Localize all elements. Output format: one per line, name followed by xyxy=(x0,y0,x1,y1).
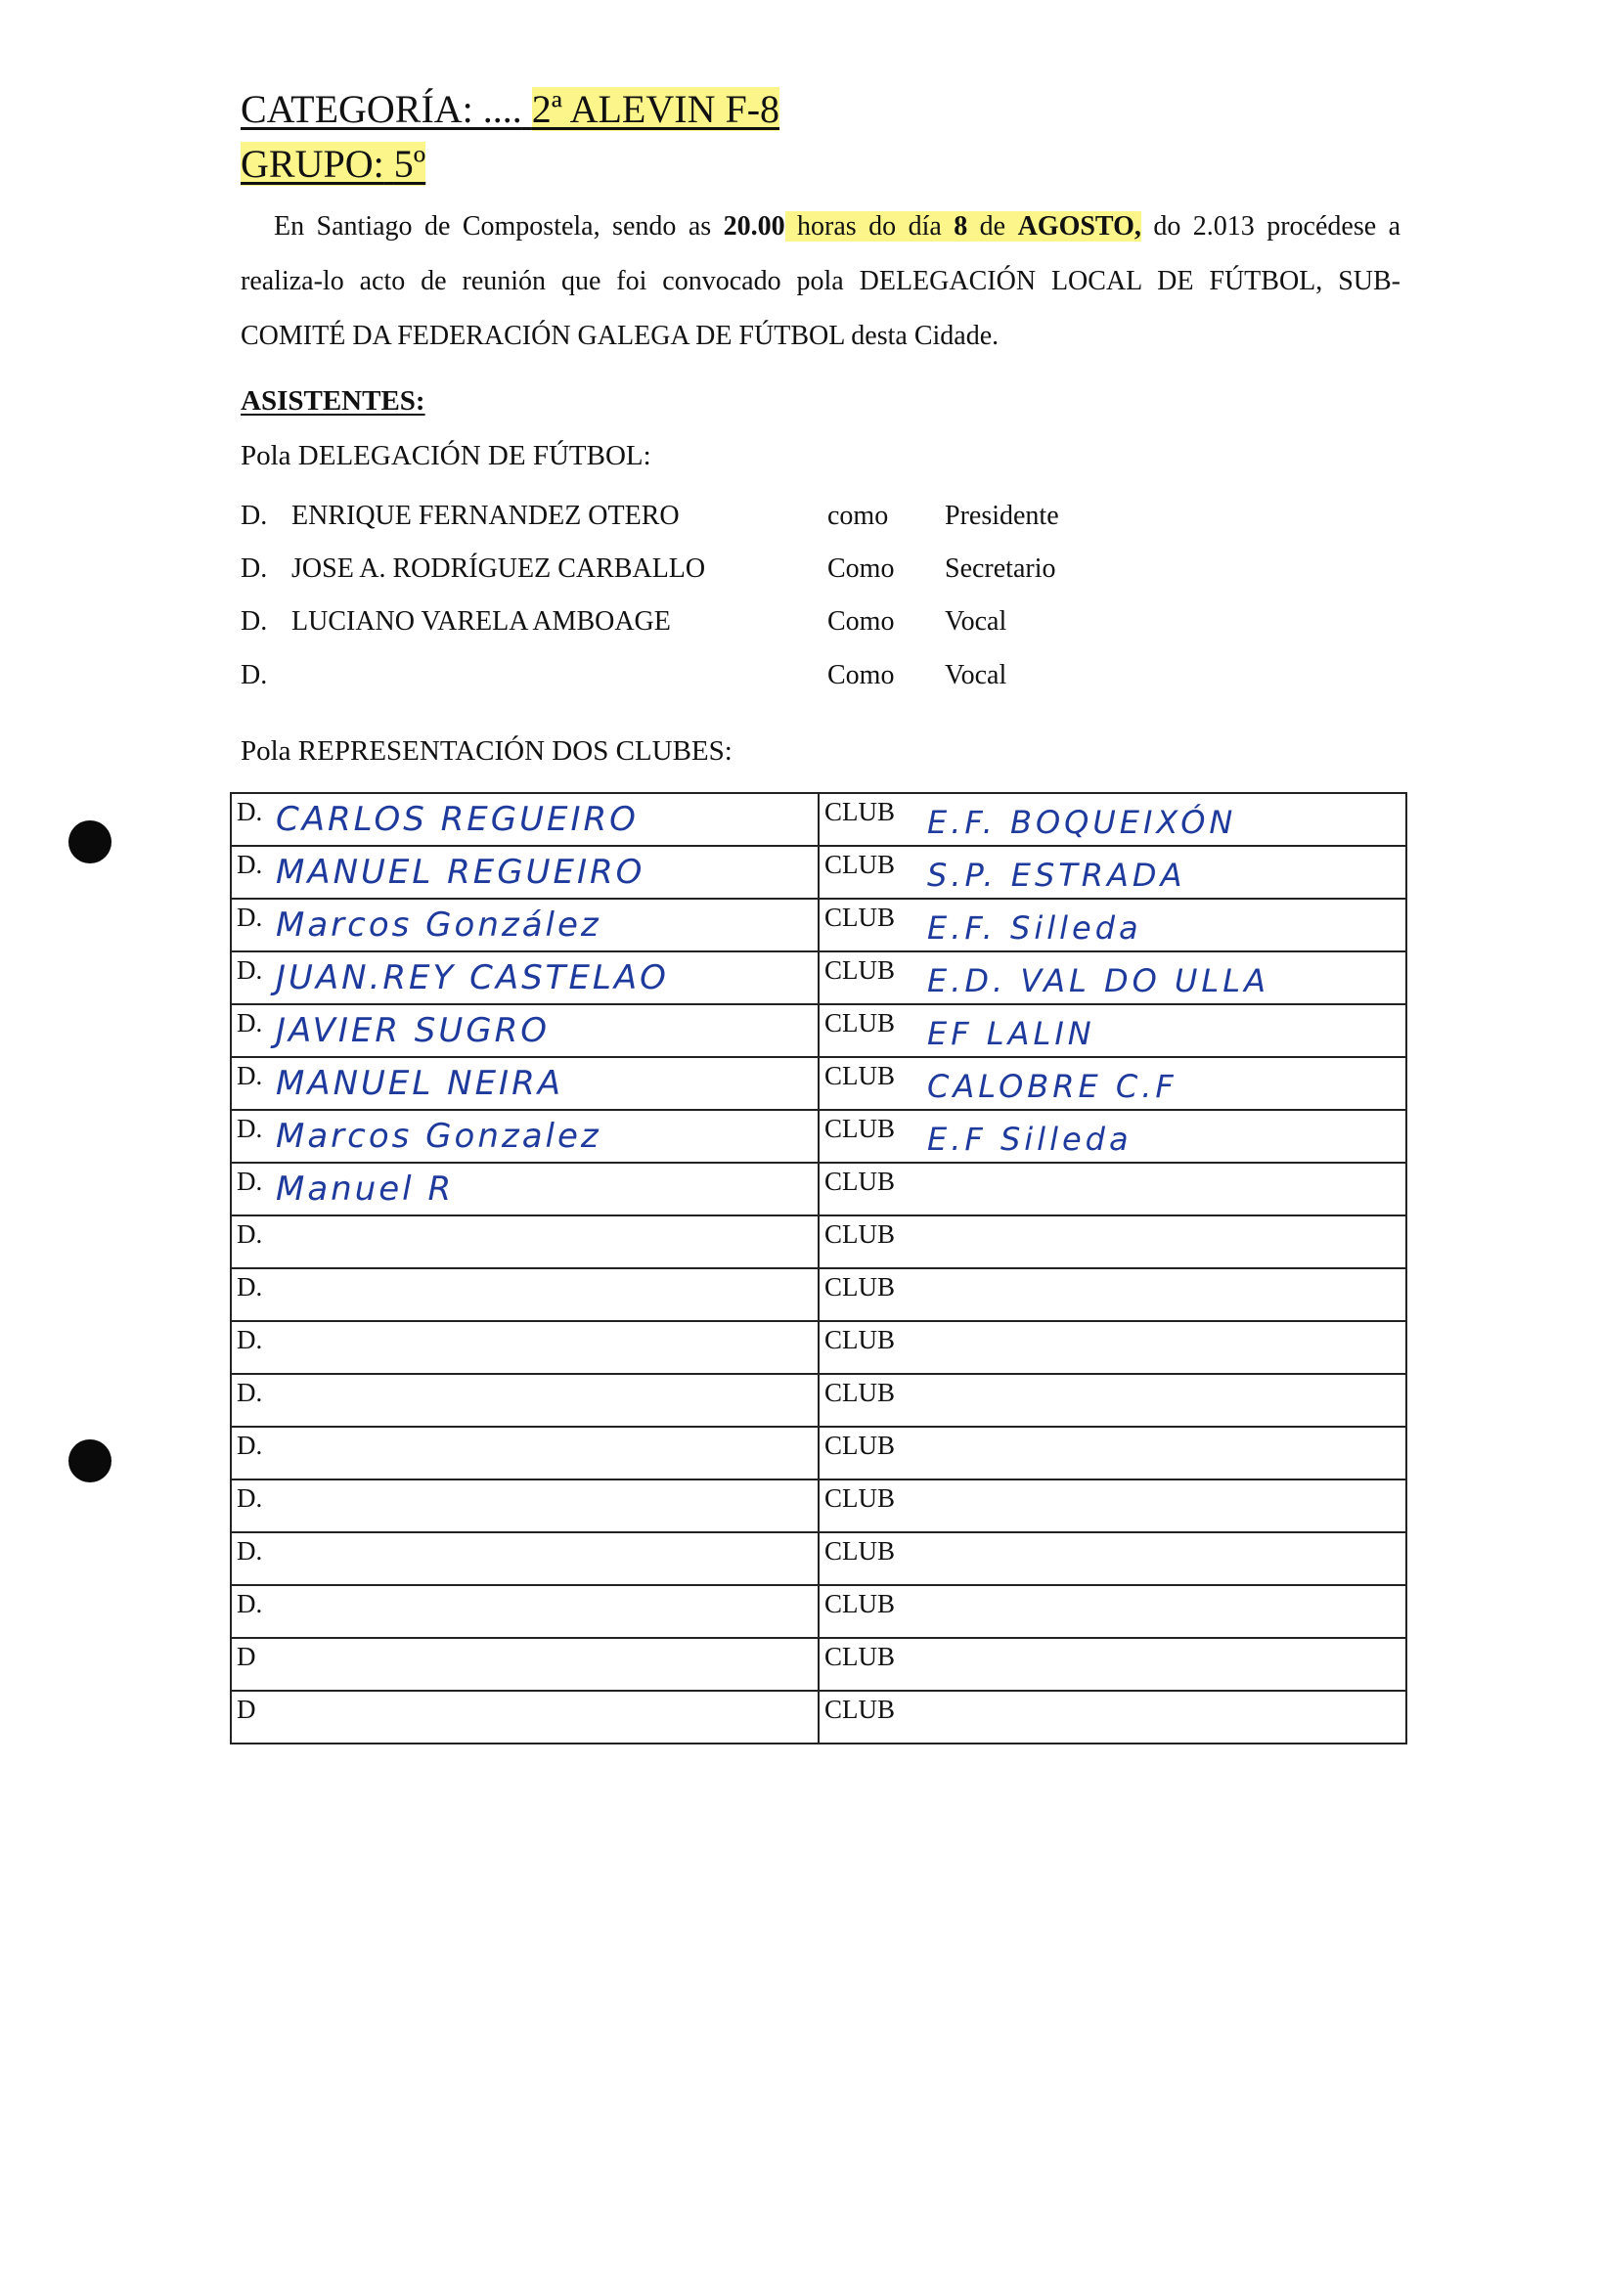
club-cell xyxy=(819,1268,1406,1321)
row-prefix: D. xyxy=(237,1061,263,1090)
club-cell xyxy=(819,1321,1406,1374)
club-cell xyxy=(819,1638,1406,1691)
member-role: Vocal xyxy=(945,660,1007,690)
representative-cell xyxy=(231,793,819,846)
row-prefix: D. xyxy=(237,955,263,985)
club-cell xyxy=(819,1585,1406,1638)
club-name: S.P. ESTRADA xyxy=(927,857,1186,894)
club-label: CLUB xyxy=(824,1378,896,1407)
club-label: CLUB xyxy=(824,850,896,879)
intro-month: AGOSTO, xyxy=(1017,211,1141,242)
club-label: CLUB xyxy=(824,1114,896,1143)
representative-cell xyxy=(231,899,819,951)
table-row xyxy=(231,1004,1406,1057)
row-prefix: D. xyxy=(237,1219,263,1249)
representative-cell xyxy=(231,1585,819,1638)
club-label: CLUB xyxy=(824,1589,896,1618)
representative-cell xyxy=(231,1374,819,1427)
category-value: 2ª ALEVIN F-8 xyxy=(531,87,780,131)
club-label: CLUB xyxy=(824,1325,896,1354)
table-row xyxy=(231,1215,1406,1268)
club-cell xyxy=(819,1057,1406,1110)
member-role: Vocal xyxy=(945,606,1007,637)
group-heading xyxy=(241,141,425,188)
table-row xyxy=(231,1268,1406,1321)
representative-cell xyxy=(231,1004,819,1057)
row-prefix: D. xyxy=(237,1325,263,1354)
club-label: CLUB xyxy=(824,1272,896,1302)
club-cell xyxy=(819,1215,1406,1268)
representative-signature: MANUEL NEIRA xyxy=(276,1064,563,1103)
member-role: Secretario xyxy=(945,553,1056,584)
member-name: JOSE A. RODRÍGUEZ CARBALLO xyxy=(291,553,706,584)
row-prefix: D. xyxy=(237,1378,263,1407)
club-label: CLUB xyxy=(824,797,896,826)
representative-signature: Manuel R xyxy=(276,1170,455,1209)
representative-cell xyxy=(231,1532,819,1585)
club-cell xyxy=(819,1110,1406,1163)
table-row xyxy=(231,1479,1406,1532)
row-prefix: D xyxy=(237,1695,256,1724)
table-row xyxy=(231,1374,1406,1427)
club-cell xyxy=(819,1004,1406,1057)
representative-cell xyxy=(231,1638,819,1691)
club-label: CLUB xyxy=(824,1536,896,1566)
intro-text: do 2.013 procédese a realiza-lo acto de reunión que foi convocado pola DELEGACIÓN LOCAL DE FÚTBOL, SUB-COMITÉ DA FEDERACIÓN GALEGA DE FÚTBOL desta Cidade. xyxy=(241,211,1401,351)
club-cell xyxy=(819,899,1406,951)
clubs-label: Pola REPRESENTACIÓN DOS CLUBES: xyxy=(241,735,733,767)
club-label: CLUB xyxy=(824,1167,896,1196)
representative-signature: JAVIER SUGRO xyxy=(276,1011,550,1050)
member-como: como xyxy=(827,501,889,531)
group-label: GRUPO: xyxy=(241,142,384,186)
member-row xyxy=(241,550,1219,589)
club-label: CLUB xyxy=(824,1695,896,1724)
club-name: E.F Silleda xyxy=(927,1121,1133,1158)
representative-cell xyxy=(231,1110,819,1163)
member-como: Como xyxy=(827,606,895,637)
club-label: CLUB xyxy=(824,1008,896,1038)
table-row xyxy=(231,1057,1406,1110)
club-name: E.D. VAL DO ULLA xyxy=(927,962,1269,999)
club-label: CLUB xyxy=(824,1219,896,1249)
club-cell xyxy=(819,951,1406,1004)
intro-hour: 20.00 xyxy=(723,211,785,242)
row-prefix: D xyxy=(237,1642,256,1671)
row-prefix: D. xyxy=(237,1536,263,1566)
club-name: E.F. Silleda xyxy=(927,909,1142,947)
club-name: CALOBRE C.F xyxy=(927,1068,1178,1105)
representative-cell xyxy=(231,1057,819,1110)
table-row xyxy=(231,1638,1406,1691)
club-cell xyxy=(819,1374,1406,1427)
table-row xyxy=(231,793,1406,846)
punch-hole xyxy=(68,820,111,863)
member-name: ENRIQUE FERNANDEZ OTERO xyxy=(291,501,680,531)
representative-cell xyxy=(231,1479,819,1532)
club-label: CLUB xyxy=(824,955,896,985)
representative-cell xyxy=(231,1268,819,1321)
table-row xyxy=(231,1163,1406,1215)
member-prefix: D. xyxy=(241,606,268,637)
member-name: LUCIANO VARELA AMBOAGE xyxy=(291,606,671,637)
representative-signature: Marcos González xyxy=(276,905,601,945)
delegation-label: Pola DELEGACIÓN DE FÚTBOL: xyxy=(241,440,651,471)
table-row xyxy=(231,846,1406,899)
representative-cell xyxy=(231,951,819,1004)
club-cell xyxy=(819,1532,1406,1585)
table-row xyxy=(231,1585,1406,1638)
member-row xyxy=(241,602,1219,641)
group-value: 5º xyxy=(393,142,426,186)
club-register-table xyxy=(230,792,1407,1744)
intro-day: 8 xyxy=(954,211,968,242)
club-label: CLUB xyxy=(824,1483,896,1513)
club-label: CLUB xyxy=(824,903,896,932)
club-cell xyxy=(819,1427,1406,1479)
row-prefix: D. xyxy=(237,1589,263,1618)
member-como: Como xyxy=(827,660,895,690)
representative-signature: CARLOS REGUEIRO xyxy=(276,800,639,839)
intro-paragraph xyxy=(241,199,1400,364)
member-prefix: D. xyxy=(241,501,268,531)
club-name: EF LALIN xyxy=(927,1015,1095,1052)
representative-cell xyxy=(231,1427,819,1479)
row-prefix: D. xyxy=(237,850,263,879)
table-row xyxy=(231,1110,1406,1163)
representative-cell xyxy=(231,1691,819,1744)
table-row xyxy=(231,1427,1406,1479)
representative-cell xyxy=(231,846,819,899)
representative-signature: JUAN.REY CASTELAO xyxy=(276,958,669,997)
representative-cell xyxy=(231,1163,819,1215)
intro-text: de xyxy=(967,211,1018,242)
club-label: CLUB xyxy=(824,1642,896,1671)
row-prefix: D. xyxy=(237,1483,263,1513)
punch-hole xyxy=(68,1439,111,1482)
member-prefix: D. xyxy=(241,660,268,690)
member-row xyxy=(241,497,1219,536)
club-label: CLUB xyxy=(824,1431,896,1460)
row-prefix: D. xyxy=(237,1272,263,1302)
intro-text: En Santiago de Compostela, sendo as xyxy=(274,211,724,242)
club-cell xyxy=(819,1163,1406,1215)
member-row xyxy=(241,656,1219,695)
row-prefix: D. xyxy=(237,1008,263,1038)
table-row xyxy=(231,899,1406,951)
club-cell xyxy=(819,793,1406,846)
row-prefix: D. xyxy=(237,797,263,826)
club-label: CLUB xyxy=(824,1061,896,1090)
attendees-heading: ASISTENTES: xyxy=(241,385,425,417)
row-prefix: D. xyxy=(237,1114,263,1143)
representative-signature: Marcos Gonzalez xyxy=(276,1117,601,1156)
club-name: E.F. BOQUEIXÓN xyxy=(927,804,1237,841)
representative-signature: MANUEL REGUEIRO xyxy=(276,853,645,892)
table-row xyxy=(231,951,1406,1004)
club-cell xyxy=(819,846,1406,899)
member-role: Presidente xyxy=(945,501,1059,531)
row-prefix: D. xyxy=(237,903,263,932)
club-cell xyxy=(819,1479,1406,1532)
member-como: Como xyxy=(827,553,895,584)
member-prefix: D. xyxy=(241,553,268,584)
intro-text: horas do día xyxy=(784,211,955,242)
table-row xyxy=(231,1321,1406,1374)
row-prefix: D. xyxy=(237,1431,263,1460)
representative-cell xyxy=(231,1215,819,1268)
category-label: CATEGORÍA: .... xyxy=(241,87,522,131)
table-row xyxy=(231,1691,1406,1744)
table-row xyxy=(231,1532,1406,1585)
club-cell xyxy=(819,1691,1406,1744)
row-prefix: D. xyxy=(237,1167,263,1196)
representative-cell xyxy=(231,1321,819,1374)
category-heading xyxy=(241,86,779,133)
